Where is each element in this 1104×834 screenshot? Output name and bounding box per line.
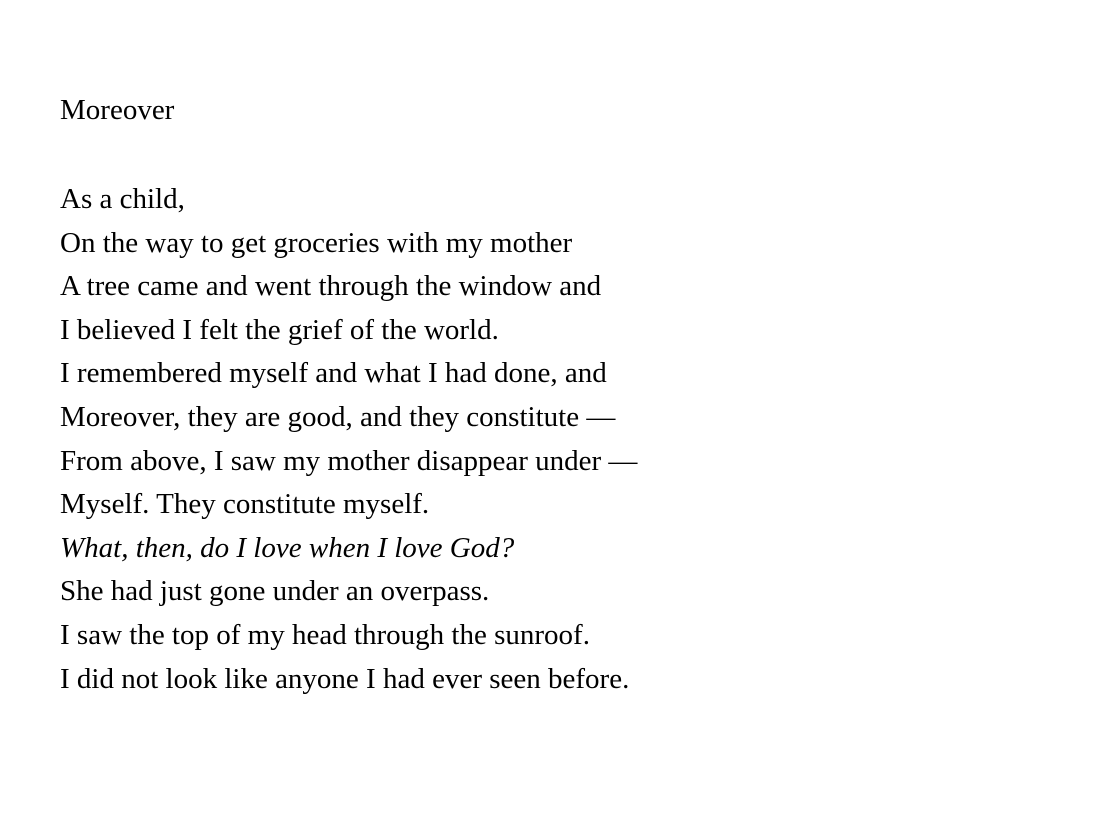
poem-line: I did not look like anyone I had ever seen before. bbox=[60, 662, 630, 695]
poem-page bbox=[60, 91, 1060, 701]
poem-stanza bbox=[60, 178, 1060, 701]
poem-line: I believed I felt the grief of the world. bbox=[60, 313, 499, 346]
poem-line: A tree came and went through the window and bbox=[60, 270, 602, 303]
poem-line: I remembered myself and what I had done, and bbox=[60, 357, 607, 390]
poem-line-italic: What, then, do I love when I love God? bbox=[60, 531, 515, 564]
poem-line: Myself. They constitute myself. bbox=[60, 488, 430, 521]
poem-line: She had just gone under an overpass. bbox=[60, 575, 490, 608]
poem-line: I saw the top of my head through the sunroof. bbox=[60, 618, 590, 651]
poem-title: Moreover bbox=[60, 94, 175, 126]
poem-line: Moreover, they are good, and they constitute — bbox=[60, 400, 616, 433]
poem-line: On the way to get groceries with my mother bbox=[60, 226, 573, 259]
poem-line: From above, I saw my mother disappear under — bbox=[60, 444, 638, 477]
poem-line: As a child, bbox=[60, 183, 185, 215]
